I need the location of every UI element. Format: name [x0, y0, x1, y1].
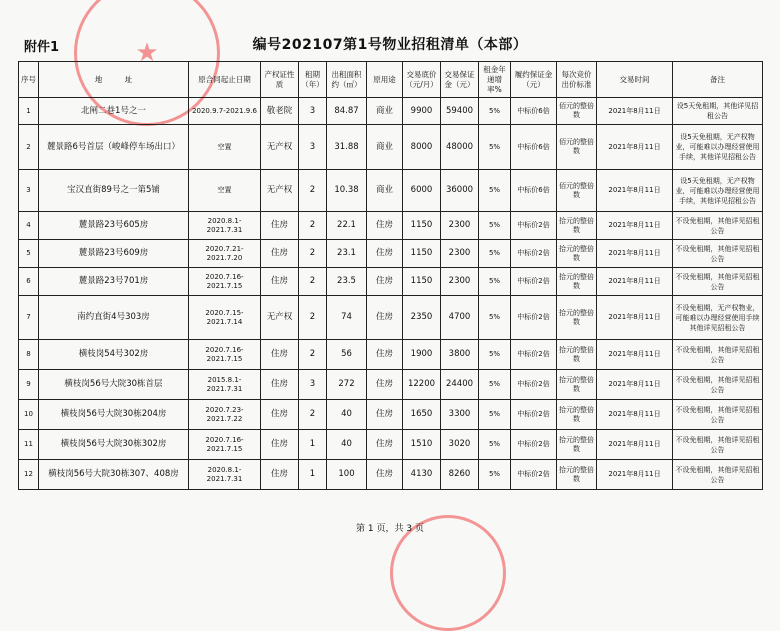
cell-base-price: 12200: [403, 370, 441, 400]
header-performance: 履约保证金（元）: [511, 62, 557, 98]
cell-term: 3: [299, 370, 327, 400]
cell-remark: 不设免租期，其他详见招租公告: [673, 240, 763, 268]
cell-area: 84.87: [327, 98, 367, 125]
cell-contract: 2020.7.16-2021.7.15: [189, 430, 261, 460]
cell-no: 11: [19, 430, 39, 460]
cell-no: 4: [19, 212, 39, 240]
cell-trade-time: 2021年8月11日: [597, 400, 673, 430]
cell-growth: 5%: [479, 98, 511, 125]
cell-performance: 中标价2倍: [511, 400, 557, 430]
cell-area: 40: [327, 430, 367, 460]
cell-trade-time: 2021年8月11日: [597, 340, 673, 370]
cell-remark: 不设免租期，其他详见招租公告: [673, 212, 763, 240]
cell-cert: 住房: [261, 240, 299, 268]
header-bid-standard: 每次竞价出价标准: [557, 62, 597, 98]
cell-area: 31.88: [327, 125, 367, 170]
cell-no: 10: [19, 400, 39, 430]
cell-area: 23.5: [327, 268, 367, 296]
cell-address: 横枝岗54号302房: [39, 340, 189, 370]
table-row: [19, 370, 763, 400]
cell-performance: 中标价6倍: [511, 98, 557, 125]
header-base-price: 交易底价（元/月）: [403, 62, 441, 98]
cell-growth: 5%: [479, 268, 511, 296]
cell-use: 住房: [367, 370, 403, 400]
cell-cert: 敬老院: [261, 98, 299, 125]
cell-cert: 住房: [261, 430, 299, 460]
cell-deposit: 2300: [441, 268, 479, 296]
cell-address: 麓景路23号609房: [39, 240, 189, 268]
cell-bid-standard: 拾元的整倍数: [557, 268, 597, 296]
cell-address: 横枝岗56号大院30栋204房: [39, 400, 189, 430]
cell-performance: 中标价2倍: [511, 296, 557, 340]
cell-no: 6: [19, 268, 39, 296]
cell-cert: 无产权: [261, 125, 299, 170]
cell-area: 10.38: [327, 170, 367, 212]
cell-deposit: 3020: [441, 430, 479, 460]
cell-base-price: 9900: [403, 98, 441, 125]
header-address: 地 址: [39, 62, 189, 98]
header-remark: 备注: [673, 62, 763, 98]
cell-trade-time: 2021年8月11日: [597, 460, 673, 490]
table-row: [19, 240, 763, 268]
table-row: [19, 212, 763, 240]
cell-address: 横枝岗56号大院30栋首层: [39, 370, 189, 400]
cell-area: 100: [327, 460, 367, 490]
cell-cert: 住房: [261, 370, 299, 400]
cell-remark: 不设免租期，无产权物业，可能难以办理经营使用手续其他详见招租公告: [673, 296, 763, 340]
cell-term: 3: [299, 125, 327, 170]
cell-use: 住房: [367, 296, 403, 340]
cell-remark: 不设免租期，其他详见招租公告: [673, 268, 763, 296]
cell-base-price: 1150: [403, 240, 441, 268]
cell-base-price: 4130: [403, 460, 441, 490]
cell-trade-time: 2021年8月11日: [597, 268, 673, 296]
table-header-row: [19, 62, 763, 98]
table-row: [19, 125, 763, 170]
cell-performance: 中标价2倍: [511, 212, 557, 240]
cell-remark: 设5天免租期，无产权物业，可能难以办理经营使用手续，其他详见招租公告: [673, 125, 763, 170]
cell-term: 1: [299, 460, 327, 490]
table-row: [19, 460, 763, 490]
header-use: 原用途: [367, 62, 403, 98]
cell-base-price: 2350: [403, 296, 441, 340]
cell-term: 3: [299, 98, 327, 125]
cell-remark: 不设免租期，其他详见招租公告: [673, 340, 763, 370]
table-row: [19, 170, 763, 212]
cell-use: 住房: [367, 430, 403, 460]
cell-base-price: 1900: [403, 340, 441, 370]
cell-no: 8: [19, 340, 39, 370]
cell-trade-time: 2021年8月11日: [597, 212, 673, 240]
cell-no: 3: [19, 170, 39, 212]
attachment-label: 附件1: [24, 40, 60, 55]
cell-address: 北闸二巷1号之一: [39, 98, 189, 125]
cell-growth: 5%: [479, 170, 511, 212]
rental-listing-table: [18, 61, 763, 490]
cell-remark: 不设免租期，其他详见招租公告: [673, 460, 763, 490]
header-term: 租期（年）: [299, 62, 327, 98]
cell-bid-standard: 拾元的整倍数: [557, 296, 597, 340]
seal-star-icon: ★: [135, 38, 159, 68]
cell-use: 住房: [367, 268, 403, 296]
cell-base-price: 8000: [403, 125, 441, 170]
cell-deposit: 36000: [441, 170, 479, 212]
cell-bid-standard: 佰元的整倍数: [557, 170, 597, 212]
cell-trade-time: 2021年8月11日: [597, 170, 673, 212]
cell-cert: 住房: [261, 268, 299, 296]
header-deposit: 交易保证金（元）: [441, 62, 479, 98]
cell-base-price: 6000: [403, 170, 441, 212]
table-row: [19, 296, 763, 340]
cell-trade-time: 2021年8月11日: [597, 240, 673, 268]
cell-use: 商业: [367, 125, 403, 170]
cell-no: 5: [19, 240, 39, 268]
cell-term: 1: [299, 430, 327, 460]
cell-growth: 5%: [479, 125, 511, 170]
table-row: [19, 400, 763, 430]
cell-contract: 2020.9.7-2021.9.6: [189, 98, 261, 125]
cell-performance: 中标价6倍: [511, 125, 557, 170]
cell-use: 住房: [367, 240, 403, 268]
cell-remark: 设5天免租期，其他详见招租公告: [673, 98, 763, 125]
cell-bid-standard: 拾元的整倍数: [557, 340, 597, 370]
cell-address: 横枝岗56号大院30栋302房: [39, 430, 189, 460]
cell-deposit: 4700: [441, 296, 479, 340]
cell-remark: 设5天免租期，无产权物业，可能难以办理经营使用手续，其他详见招租公告: [673, 170, 763, 212]
cell-area: 22.1: [327, 212, 367, 240]
cell-remark: 不设免租期，其他详见招租公告: [673, 400, 763, 430]
cell-use: 住房: [367, 340, 403, 370]
cell-performance: 中标价2倍: [511, 430, 557, 460]
cell-area: 272: [327, 370, 367, 400]
header-no: 序号: [19, 62, 39, 98]
cell-term: 2: [299, 268, 327, 296]
cell-bid-standard: 拾元的整倍数: [557, 460, 597, 490]
cell-contract: 2020.7.15-2021.7.14: [189, 296, 261, 340]
cell-use: 商业: [367, 170, 403, 212]
cell-base-price: 1510: [403, 430, 441, 460]
cell-term: 2: [299, 240, 327, 268]
cell-performance: 中标价2倍: [511, 268, 557, 296]
header-contract: 原合同起止日期: [189, 62, 261, 98]
header-growth: 租金年递增率%: [479, 62, 511, 98]
cell-contract: 2020.7.16-2021.7.15: [189, 340, 261, 370]
cell-base-price: 1650: [403, 400, 441, 430]
cell-contract: 2020.8.1-2021.7.31: [189, 212, 261, 240]
cell-address: 宝汉直街89号之一第5铺: [39, 170, 189, 212]
header-area: 出租面积约（㎡）: [327, 62, 367, 98]
cell-cert: 无产权: [261, 170, 299, 212]
cell-cert: 住房: [261, 400, 299, 430]
cell-bid-standard: 拾元的整倍数: [557, 430, 597, 460]
cell-contract: 2020.7.23-2021.7.22: [189, 400, 261, 430]
table-row: [19, 430, 763, 460]
cell-growth: 5%: [479, 240, 511, 268]
cell-remark: 不设免租期，其他详见招租公告: [673, 370, 763, 400]
cell-use: 住房: [367, 400, 403, 430]
cell-no: 9: [19, 370, 39, 400]
cell-base-price: 1150: [403, 212, 441, 240]
cell-no: 7: [19, 296, 39, 340]
cell-deposit: 24400: [441, 370, 479, 400]
cell-term: 2: [299, 340, 327, 370]
cell-address: 南约直街4号303房: [39, 296, 189, 340]
header-cert: 产权证性质: [261, 62, 299, 98]
cell-performance: 中标价6倍: [511, 170, 557, 212]
cell-performance: 中标价2倍: [511, 370, 557, 400]
cell-deposit: 8260: [441, 460, 479, 490]
cell-no: 12: [19, 460, 39, 490]
cell-bid-standard: 佰元的整倍数: [557, 98, 597, 125]
cell-contract: 空置: [189, 125, 261, 170]
cell-area: 56: [327, 340, 367, 370]
cell-performance: 中标价2倍: [511, 340, 557, 370]
cell-contract: 2020.7.21-2021.7.20: [189, 240, 261, 268]
cell-performance: 中标价2倍: [511, 460, 557, 490]
cell-growth: 5%: [479, 296, 511, 340]
table-row: [19, 340, 763, 370]
cell-area: 23.1: [327, 240, 367, 268]
cell-performance: 中标价2倍: [511, 240, 557, 268]
cell-cert: 住房: [261, 212, 299, 240]
page-title: 编号202107第1号物业招租清单（本部）: [252, 37, 528, 53]
cell-bid-standard: 拾元的整倍数: [557, 240, 597, 268]
cell-bid-standard: 拾元的整倍数: [557, 370, 597, 400]
cell-trade-time: 2021年8月11日: [597, 296, 673, 340]
cell-growth: 5%: [479, 370, 511, 400]
cell-term: 2: [299, 296, 327, 340]
cell-growth: 5%: [479, 460, 511, 490]
table-row: [19, 98, 763, 125]
cell-contract: 2020.8.1-2021.7.31: [189, 460, 261, 490]
cell-bid-standard: 佰元的整倍数: [557, 125, 597, 170]
cell-trade-time: 2021年8月11日: [597, 98, 673, 125]
cell-trade-time: 2021年8月11日: [597, 430, 673, 460]
cell-no: 2: [19, 125, 39, 170]
cell-address: 麓景路23号701房: [39, 268, 189, 296]
page-footer: 第 1 页，共 3 页: [356, 524, 424, 534]
cell-deposit: 2300: [441, 212, 479, 240]
cell-base-price: 1150: [403, 268, 441, 296]
cell-term: 2: [299, 400, 327, 430]
cell-trade-time: 2021年8月11日: [597, 125, 673, 170]
cell-remark: 不设免租期，其他详见招租公告: [673, 430, 763, 460]
cell-growth: 5%: [479, 430, 511, 460]
cell-deposit: 3300: [441, 400, 479, 430]
cell-deposit: 48000: [441, 125, 479, 170]
table-row: [19, 268, 763, 296]
cell-address: 横枝岗56号大院30栋307、408房: [39, 460, 189, 490]
cell-deposit: 59400: [441, 98, 479, 125]
header-trade-time: 交易时间: [597, 62, 673, 98]
cell-contract: 空置: [189, 170, 261, 212]
cell-growth: 5%: [479, 340, 511, 370]
cell-use: 住房: [367, 460, 403, 490]
cell-contract: 2015.8.1-2021.7.31: [189, 370, 261, 400]
cell-address: 麓景路6号首层（峻峰停车场出口）: [39, 125, 189, 170]
cell-area: 74: [327, 296, 367, 340]
cell-contract: 2020.7.16-2021.7.15: [189, 268, 261, 296]
cell-growth: 5%: [479, 212, 511, 240]
cell-cert: 住房: [261, 460, 299, 490]
cell-trade-time: 2021年8月11日: [597, 370, 673, 400]
cell-no: 1: [19, 98, 39, 125]
cell-deposit: 2300: [441, 240, 479, 268]
cell-use: 商业: [367, 98, 403, 125]
cell-cert: 住房: [261, 340, 299, 370]
cell-term: 2: [299, 212, 327, 240]
cell-address: 麓景路23号605房: [39, 212, 189, 240]
cell-term: 2: [299, 170, 327, 212]
cell-bid-standard: 拾元的整倍数: [557, 400, 597, 430]
cell-bid-standard: 拾元的整倍数: [557, 212, 597, 240]
cell-area: 40: [327, 400, 367, 430]
cell-cert: 无产权: [261, 296, 299, 340]
cell-growth: 5%: [479, 400, 511, 430]
cell-use: 住房: [367, 212, 403, 240]
cell-deposit: 3800: [441, 340, 479, 370]
